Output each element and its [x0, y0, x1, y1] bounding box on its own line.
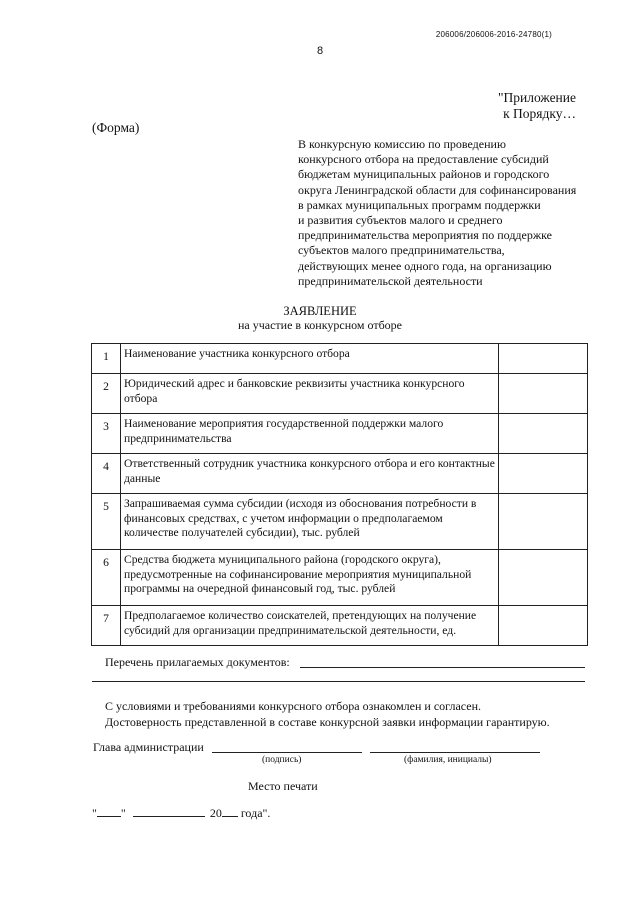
date-line: [92, 806, 270, 821]
row-label: Юридический адрес и банковские реквизиты участника конкурсного отбора: [121, 374, 499, 414]
row-number: 1: [92, 344, 121, 374]
annex-line-1: "Приложение: [498, 90, 576, 105]
row-value-cell[interactable]: [499, 454, 588, 494]
agreement-line-2: Достоверность представленной в составе конкурсной заявки информации гарантирую.: [105, 715, 550, 729]
year-prefix: 20: [209, 806, 222, 820]
document-title: ЗАЯВЛЕНИЕ: [283, 304, 357, 318]
signature-field[interactable]: [212, 752, 362, 753]
addressee-line: действующих менее одного года, на организацию: [298, 258, 552, 273]
attached-docs-label: Перечень прилагаемых документов:: [105, 655, 290, 669]
row-label: Запрашиваемая сумма субсидии (исходя из обоснования потребности в финансовых средствах, с учетом информации о предполагаемом количестве получателей субсидии), тыс. рублей: [121, 494, 499, 550]
day-field[interactable]: [97, 816, 121, 817]
annex-note: [498, 90, 576, 122]
annex-line-2: к Порядку…: [503, 106, 576, 121]
row-number: 7: [92, 606, 121, 646]
document-subtitle: на участие в конкурсном отборе: [237, 318, 403, 332]
row-value-cell[interactable]: [499, 414, 588, 454]
row-label: Предполагаемое количество соискателей, претендующих на получение субсидий для организации предпринимательской деятельности, ед.: [121, 606, 499, 646]
row-number: 4: [92, 454, 121, 494]
addressee-line: конкурсного отбора на предоставление субсидий: [298, 152, 549, 167]
row-label: Ответственный сотрудник участника конкурсного отбора и его контактные данные: [121, 454, 499, 494]
addressee-line: В конкурсную комиссию по проведению: [298, 137, 506, 151]
addressee-block: [298, 137, 598, 289]
row-number: 3: [92, 414, 121, 454]
attached-docs-field-line-1[interactable]: [300, 667, 585, 668]
year-suffix: года".: [240, 806, 271, 820]
application-table: [91, 343, 588, 646]
document-id: 206006/206006-2016-24780(1): [435, 30, 552, 39]
attached-docs-field-line-2[interactable]: [92, 681, 585, 682]
head-admin-label: Глава администрации: [93, 740, 204, 754]
table-row: [92, 550, 588, 606]
table-row: [92, 374, 588, 414]
row-number: 2: [92, 374, 121, 414]
row-value-cell[interactable]: [499, 344, 588, 374]
name-caption: (фамилия, инициалы): [404, 755, 492, 765]
table-row: [92, 414, 588, 454]
addressee-line: предпринимательской деятельности: [298, 273, 483, 288]
table-row: [92, 344, 588, 374]
month-field[interactable]: [133, 816, 205, 817]
seal-placeholder: Место печати: [248, 779, 318, 793]
name-field[interactable]: [370, 752, 540, 753]
year-field[interactable]: [222, 816, 238, 817]
addressee-line: округа Ленинградской области для софинансирования: [298, 182, 577, 197]
table-row: [92, 454, 588, 494]
addressee-line: и развития субъектов малого и среднего: [298, 213, 503, 228]
page-number: 8: [316, 45, 324, 57]
row-value-cell[interactable]: [499, 494, 588, 550]
table-row: [92, 494, 588, 550]
date-close-quote: ": [120, 806, 126, 820]
row-number: 5: [92, 494, 121, 550]
row-label: Наименование мероприятия государственной поддержки малого предпринимательства: [121, 414, 499, 454]
addressee-line: предпринимательства мероприятия по поддержке: [298, 228, 552, 243]
row-label: Средства бюджета муниципального района (городского округа), предусмотренные на софинансирование мероприятия муниципальной программы на очередной финансовый год, тыс. рублей: [121, 550, 499, 606]
row-number: 6: [92, 550, 121, 606]
date-open-quote: ": [92, 806, 97, 820]
row-value-cell[interactable]: [499, 606, 588, 646]
table-row: [92, 606, 588, 646]
agreement-line-1: С условиями и требованиями конкурсного отбора ознакомлен и согласен.: [105, 699, 481, 713]
form-label: (Форма): [92, 120, 140, 135]
row-value-cell[interactable]: [499, 374, 588, 414]
addressee-line: в рамках муниципальных программ поддержки: [298, 197, 541, 212]
signature-caption: (подпись): [262, 755, 302, 765]
row-label: Наименование участника конкурсного отбора: [121, 344, 499, 374]
row-value-cell[interactable]: [499, 550, 588, 606]
addressee-line: субъектов малого предпринимательства,: [298, 243, 505, 258]
addressee-line: бюджетам муниципальных районов и городского: [298, 167, 550, 182]
